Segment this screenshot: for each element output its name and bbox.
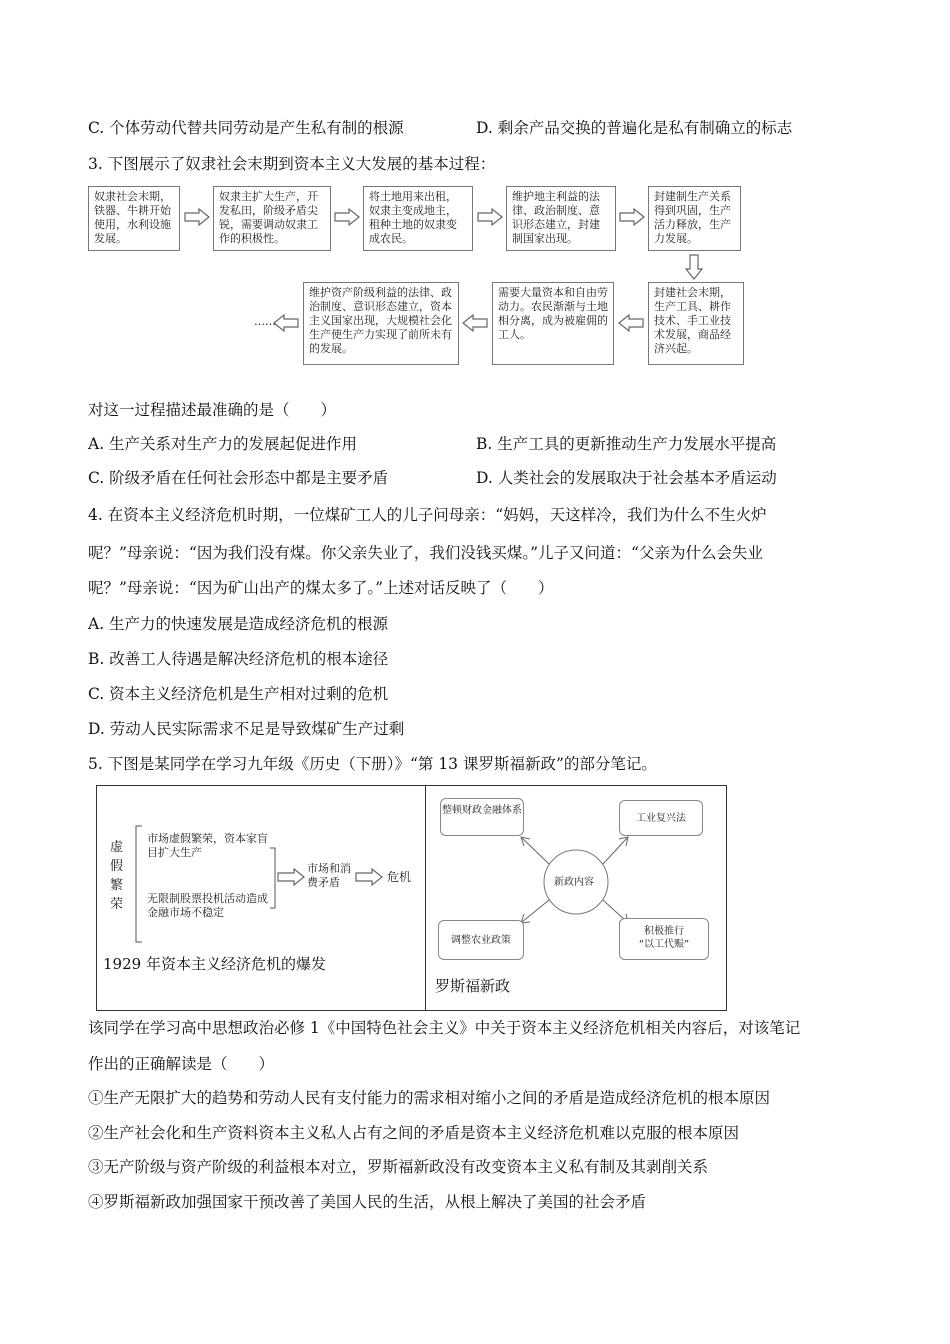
q5-statement-2[interactable]: ②生产社会化和生产资料资本主义私人占有之间的矛盾是资本主义经济危机难以克服的根本原因: [88, 1124, 740, 1142]
q5-statement-1[interactable]: ①生产无限扩大的趋势和劳动人民有支付能力的需求相对缩小之间的矛盾是造成经济危机的根本原因: [88, 1089, 771, 1107]
q3-stem: 3. 下图展示了奴隶社会末期到资本主义大发展的基本过程：: [88, 155, 496, 173]
right-arrow-icon: [355, 868, 383, 886]
q4-stem-line-1: 4. 在资本主义经济危机时期，一位煤矿工人的儿子问母亲：“妈妈，天这样冷，我们为什么不生火炉: [88, 506, 767, 524]
flow-ellipsis: ……: [254, 315, 276, 328]
note-result: 危机: [387, 870, 412, 884]
q4-option-c[interactable]: C. 资本主义经济危机是生产相对过剩的危机: [88, 685, 389, 703]
policy-work-relief: [619, 918, 709, 960]
q5-stem: 5. 下图是某同学在学习九年级《历史（下册）》“第 13 课罗斯福新政”的部分笔记。: [88, 755, 657, 773]
q3-option-b[interactable]: B. 生产工具的更新推动生产力发展水平提高: [476, 435, 777, 453]
q5-statement-3[interactable]: ③无产阶级与资产阶级的利益根本对立，罗斯福新政没有改变资本主义私有制及其剥削关系: [88, 1158, 709, 1176]
left-arrow-icon: [618, 314, 644, 332]
right-arrow-icon: [477, 208, 503, 226]
flow-box-1: 奴隶社会末期，铁器、牛耕开始使用，水利设施发展。: [88, 186, 180, 251]
right-arrow-icon: [277, 868, 305, 886]
q4-stem-line-3: 呢？”母亲说：“因为矿山出产的煤太多了。”上述对话反映了（ ）: [88, 579, 554, 597]
q4-option-d[interactable]: D. 劳动人民实际需求不足是导致煤矿生产过剩: [88, 720, 405, 738]
vertical-label: 虚假繁荣: [110, 840, 124, 912]
q5-statement-4[interactable]: ④罗斯福新政加强国家干预改善了美国人民的生活，从根上解决了美国的社会矛盾: [88, 1193, 647, 1211]
q4-option-b[interactable]: B. 改善工人待遇是解决经济危机的根本途径: [88, 650, 389, 668]
note-item-2: 无限制股票投机活动造成金融市场不稳定: [147, 892, 268, 919]
q4-option-a[interactable]: A. 生产力的快速发展是造成经济危机的根源: [88, 615, 389, 633]
q3-option-d[interactable]: D. 人类社会的发展取决于社会基本矛盾运动: [476, 469, 777, 487]
q3-option-a[interactable]: A. 生产关系对生产力的发展起促进作用: [88, 435, 358, 453]
flow-box-2: 奴隶主扩大生产，开发私田，阶级矛盾尖锐，需要调动奴隶工作的积极性。: [213, 186, 331, 251]
right-arrow-icon: [619, 208, 645, 226]
flow-box-5: 封建制生产关系得到巩固，生产活力释放，生产力发展。: [648, 186, 741, 251]
right-caption: 罗斯福新政: [435, 977, 511, 995]
policy-work-relief-line-1: 积极推行: [644, 926, 684, 937]
policy-work-relief-line-2: “以工代赈”: [638, 939, 690, 950]
right-arrow-icon: [334, 208, 360, 226]
policy-agriculture: 调整农业政策: [438, 920, 524, 960]
q5-after-line-2: 作出的正确解读是（ ）: [88, 1055, 275, 1073]
left-arrow-icon: [462, 314, 488, 332]
flow-box-7: 需要大量资本和自由劳动力。农民渐渐与土地相分离，成为被雇佣的工人。: [492, 282, 614, 365]
q2-option-c[interactable]: C. 个体劳动代替共同劳动是产生私有制的根源: [88, 119, 404, 137]
down-arrow-icon: [685, 254, 703, 280]
policy-industry: 工业复兴法: [619, 800, 703, 836]
q3-option-c[interactable]: C. 阶级矛盾在任何社会形态中都是主要矛盾: [88, 469, 389, 487]
panel-divider: [425, 786, 426, 1010]
left-brace: [130, 824, 144, 944]
q4-stem-line-2: 呢？”母亲说：“因为我们没有煤。你父亲失业了，我们没钱买煤。”儿子又问道：“父亲为什么会失业: [88, 544, 763, 562]
left-arrow-icon: [273, 314, 299, 332]
flow-box-6: 封建社会末期，生产工具、耕作技术、手工业技术发展，商品经济兴起。: [648, 282, 744, 365]
q2-option-d[interactable]: D. 剩余产品交换的普遍化是私有制确立的标志: [476, 119, 793, 137]
flow-box-8: 维护资产阶级利益的法律、政治制度、意识形态建立，资本主义国家出现，大规模社会化生产使生产力实现了前所未有的发展。: [303, 282, 459, 365]
policy-center: 新政内容: [554, 877, 594, 888]
flow-box-4: 维护地主利益的法律、政治制度、意识形态建立，封建制国家出现。: [506, 186, 616, 251]
right-arrow-icon: [184, 208, 210, 226]
flow-box-3: 将土地用来出租，奴隶主变成地主，租种土地的奴隶变成农民。: [363, 186, 473, 251]
policy-finance: 整顿财政金融体系: [440, 798, 524, 836]
left-caption: 1929 年资本主义经济危机的爆发: [103, 955, 326, 973]
note-middle: 市场和消费矛盾: [307, 862, 351, 889]
note-item-1: 市场虚假繁荣，资本家盲目扩大生产: [147, 832, 268, 859]
q3-question: 对这一过程描述最准确的是（ ）: [88, 401, 337, 419]
q5-after-line-1: 该同学在学习高中思想政治必修 1《中国特色社会主义》中关于资本主义经济危机相关内容后，对该笔记: [88, 1019, 801, 1037]
notes-figure: [96, 785, 727, 1011]
